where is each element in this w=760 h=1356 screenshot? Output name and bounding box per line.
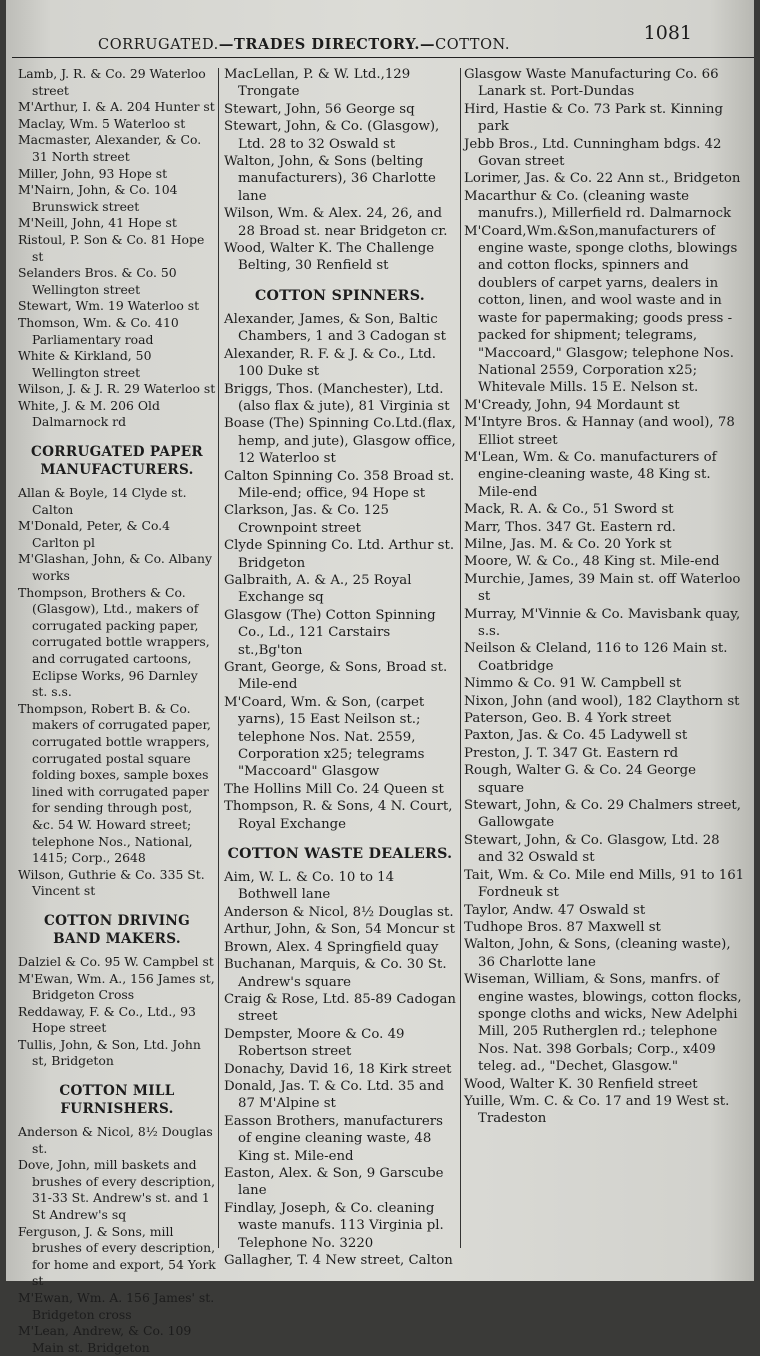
directory-title: —TRADES DIRECTORY.—: [218, 36, 436, 53]
directory-entry: Tait, Wm. & Co. Mile end Mills, 91 to 161 Fordneuk st: [464, 867, 745, 901]
directory-entry: Glasgow Waste Manufacturing Co. 66 Lanark st. Port-Dundas: [464, 67, 719, 100]
directory-entry: Glasgow (The) Cotton Spinning Co., Ld., 121 Carstairs st.,Bg'ton: [224, 607, 436, 658]
directory-entry: Macarthur & Co. (cleaning waste manufrs.), Millerfield rd. Dalmarnock: [464, 188, 732, 222]
section-heading: COTTON MILL FURNISHERS.: [59, 1083, 175, 1118]
directory-entry: Clarkson, Jas. & Co. 125 Crownpoint street: [224, 503, 389, 536]
directory-entry: M'Nairn, John, & Co. 104 Brunswick street: [18, 182, 178, 214]
directory-entry: Taylor, Andw. 47 Oswald st: [464, 902, 646, 918]
directory-entry: Walton, John, & Sons (belting manufacturers), 36 Charlotte lane: [224, 154, 436, 204]
column-1: [18, 66, 216, 1355]
directory-entry: Marr, Thos. 347 Gt. Eastern rd.: [464, 519, 676, 535]
directory-entry: Walton, John, & Sons, (cleaning waste), 36 Charlotte lane: [464, 937, 731, 970]
directory-entry: M'Lean, Andrew, & Co. 109 Main st. Bridgeton: [18, 1323, 192, 1355]
directory-entry: Easson Brothers, manufacturers of engine cleaning waste, 48 King st. Mile-end: [224, 1113, 443, 1164]
directory-entry: Tudhope Bros. 87 Maxwell st: [464, 919, 661, 935]
directory-entry: Grant, George, & Sons, Broad st. Mile-end: [224, 660, 448, 693]
directory-entry: Calton Spinning Co. 358 Broad st. Mile-end; office, 94 Hope st: [224, 468, 455, 501]
directory-entry: Stewart, Wm. 19 Waterloo st: [18, 298, 200, 314]
directory-entry: Alexander, James, & Son, Baltic Chambers, 1 and 3 Cadogan st: [224, 311, 446, 345]
directory-entry: The Hollins Mill Co. 24 Queen st: [224, 781, 444, 797]
directory-entry: Boase (The) Spinning Co.Ltd.(flax, hemp, and jute), Glasgow office, 12 Waterloo st: [224, 416, 456, 467]
directory-entry: Lamb, J. R. & Co. 29 Waterloo street: [18, 66, 206, 98]
column-2: [224, 66, 456, 1276]
directory-entry: Galbraith, A. & A., 25 Royal Exchange sq: [224, 572, 412, 606]
directory-page: [6, 0, 754, 1355]
section-heading: COTTON DRIVING BAND MAKERS.: [44, 912, 190, 947]
column-3: [464, 66, 746, 1276]
directory-entry: Findlay, Joseph, & Co. cleaning waste manufs. 113 Virginia pl. Telephone No. 3220: [224, 1200, 444, 1251]
directory-entry: Alexander, R. F. & J. & Co., Ltd. 100 Duke st: [224, 346, 436, 380]
directory-entry: Anderson & Nicol, 8½ Douglas st.: [224, 904, 454, 920]
directory-entry: White & Kirkland, 50 Wellington street: [18, 348, 152, 380]
directory-entry: M'Cready, John, 94 Mordaunt st: [464, 397, 680, 413]
directory-entry: Murray, M'Vinnie & Co. Mavisbank quay, s.s.: [464, 606, 741, 639]
directory-entry: Miller, John, 93 Hope st: [18, 165, 168, 181]
directory-entry: Thompson, Robert B. & Co. makers of corrugated paper, corrugated bottle wrappers, corrugated postal square folding boxes, sample boxes lined with corrugated paper for sending through post, &c. 54 W. Howard street; telephone Nos., National, 1415; Corp., 2648: [18, 700, 211, 866]
directory-entry: Reddaway, F. & Co., Ltd., 93 Hope street: [18, 1003, 196, 1036]
section-heading: CORRUGATED PAPER MANUFACTURERS.: [31, 444, 203, 479]
directory-entry: M'Glashan, John, & Co. Albany works: [18, 551, 212, 584]
directory-entry: Wilson, Wm. & Alex. 24, 26, and 28 Broad st. near Bridgeton cr.: [224, 206, 448, 239]
directory-entry: Yuille, Wm. C. & Co. 17 and 19 West st. Tradeston: [464, 1093, 730, 1127]
directory-entry: Stewart, John, & Co. Glasgow, Ltd. 28 and 32 Oswald st: [464, 832, 720, 866]
directory-entry: Ristoul, P. Son & Co. 81 Hope st: [18, 231, 205, 264]
directory-entry: M'Intyre Bros. & Hannay (and wool), 78 Elliot street: [464, 415, 735, 448]
column-divider: [218, 68, 219, 1248]
directory-entry: Briggs, Thos. (Manchester), Ltd. (also flax & jute), 81 Virginia st: [224, 381, 450, 414]
directory-entry: Dalziel & Co. 95 W. Campbel st: [18, 953, 214, 969]
directory-entry: Aim, W. L. & Co. 10 to 14 Bothwell lane: [224, 870, 395, 903]
directory-entry: M'Arthur, I. & A. 204 Hunter st: [18, 99, 215, 115]
directory-entry: M'Coard,Wm.&Son,manufacturers of engine waste, sponge cloths, blowings and cotton flocks, spinners and doublers of carpet yarns, dealers in cotton, linen, and wool waste and in waste for papermaking; goods press - packed for shipment; telegrams, "Maccoard," Glasgow; telephone Nos. National 2559, Corporation x25; Whitevale Mills. 15 E. Nelson st.: [464, 223, 738, 396]
directory-entry: Thompson, R. & Sons, 4 N. Court, Royal Exchange: [224, 799, 453, 832]
directory-entry: Selanders Bros. & Co. 50 Wellington street: [18, 265, 177, 297]
directory-entry: Dove, John, mill baskets and brushes of every description, 31-33 St. Andrew's st. and 1 St Andrew's sq: [18, 1157, 216, 1223]
directory-entry: Wood, Walter K. 30 Renfield street: [464, 1076, 698, 1092]
section-heading: COTTON SPINNERS.: [254, 287, 426, 304]
directory-entry: Ferguson, J. & Sons, mill brushes of every description, for home and export, 54 York st: [18, 1223, 216, 1289]
right-guide-word: COTTON.: [435, 37, 511, 53]
directory-entry: Dempster, Moore & Co. 49 Robertson street: [224, 1026, 405, 1060]
directory-entry: Donald, Jas. T. & Co. Ltd. 35 and 87 M'Alpine st: [224, 1078, 445, 1112]
directory-entry: Donachy, David 16, 18 Kirk street: [224, 1061, 452, 1077]
directory-entry: Thomson, Wm. & Co. 410 Parliamentary road: [18, 314, 179, 347]
directory-entry: M'Ewan, Wm. A. 156 James' st. Bridgeton cross: [18, 1290, 215, 1322]
directory-entry: M'Ewan, Wm. A., 156 James st, Bridgeton Cross: [18, 970, 215, 1003]
directory-entry: M'Donald, Peter, & Co.4 Carlton pl: [18, 518, 171, 550]
directory-entry: Gallagher, T. 4 New street, Calton: [224, 1253, 453, 1268]
directory-entry: Stewart, John, & Co. 29 Chalmers street, Gallowgate: [464, 798, 741, 831]
directory-entry: Buchanan, Marquis, & Co. 30 St. Andrew's square: [224, 957, 447, 990]
directory-entry: Nixon, John (and wool), 182 Claythorn st: [464, 693, 740, 709]
directory-entry: Craig & Rose, Ltd. 85-89 Cadogan street: [224, 991, 456, 1025]
directory-entry: Lorimer, Jas. & Co. 22 Ann st., Bridgeton: [464, 171, 741, 187]
directory-entry: Paxton, Jas. & Co. 45 Ladywell st: [464, 728, 688, 744]
directory-entry: Thompson, Brothers & Co. (Glasgow), Ltd., makers of corrugated packing paper, corrugated bottle wrappers, and corrugated cartoons, Eclipse Works, 96 Darnley st. s.s.: [18, 584, 210, 700]
header-rule: [12, 57, 754, 58]
directory-entry: Jebb Bros., Ltd. Cunningham bdgs. 42 Govan street: [464, 136, 722, 170]
directory-entry: Arthur, John, & Son, 54 Moncur st: [224, 922, 455, 938]
directory-entry: Hird, Hastie & Co. 73 Park st. Kinning park: [464, 101, 723, 135]
directory-entry: Mack, R. A. & Co., 51 Sword st: [464, 502, 674, 518]
directory-entry: Macmaster, Alexander, & Co. 31 North street: [18, 132, 202, 164]
directory-entry: Wilson, Guthrie & Co. 335 St. Vincent st: [18, 866, 205, 899]
directory-entry: Wilson, J. & J. R. 29 Waterloo st: [18, 381, 216, 397]
running-head: [98, 36, 618, 53]
directory-entry: Wood, Walter K. The Challenge Belting, 30 Renfield st: [224, 241, 435, 274]
directory-entry: Maclay, Wm. 5 Waterloo st: [18, 115, 186, 131]
section-heading: COTTON WASTE DEALERS.: [227, 846, 453, 863]
directory-entry: Easton, Alex. & Son, 9 Garscube lane: [224, 1165, 444, 1199]
directory-entry: Tullis, John, & Son, Ltd. John st, Bridgeton: [18, 1036, 201, 1069]
directory-entry: Nimmo & Co. 91 W. Campbell st: [464, 676, 682, 692]
page-number: 1081: [643, 22, 692, 44]
directory-entry: White, J. & M. 206 Old Dalmarnock rd: [18, 397, 160, 430]
column-divider: [460, 68, 461, 1248]
directory-entry: Milne, Jas. M. & Co. 20 York st: [464, 536, 672, 552]
directory-entry: Neilson & Cleland, 116 to 126 Main st. Coatbridge: [464, 641, 728, 674]
directory-entry: Anderson & Nicol, 8½ Douglas st.: [18, 1124, 213, 1156]
page-header: [6, 22, 754, 62]
directory-entry: Brown, Alex. 4 Springfield quay: [224, 939, 439, 955]
directory-entry: Preston, J. T. 347 Gt. Eastern rd: [464, 745, 679, 761]
directory-entry: M'Coard, Wm. & Son, (carpet yarns), 15 East Neilson st.; telephone Nos. Nat. 2559, Corporation x25; telegrams "Maccoard" Glasgow: [224, 694, 425, 780]
directory-entry: Stewart, John, & Co. (Glasgow), Ltd. 28 to 32 Oswald st: [224, 119, 440, 152]
directory-entry: Paterson, Geo. B. 4 York street: [464, 711, 672, 727]
directory-entry: M'Neill, John, 41 Hope st: [18, 215, 177, 231]
directory-entry: Allan & Boyle, 14 Clyde st. Calton: [18, 485, 187, 517]
left-guide-word: CORRUGATED.: [98, 37, 219, 53]
directory-entry: Wiseman, William, & Sons, manfrs. of engine wastes, blowings, cotton flocks, sponge cloths and wicks, New Adelphi Mill, 205 Rutherglen rd.; telephone Nos. Nat. 398 Gorbals; Corp., x409 teleg. ad., "Dechet, Glasgow.": [464, 972, 742, 1075]
directory-entry: MacLellan, P. & W. Ltd.,129 Trongate: [224, 67, 411, 100]
directory-entry: M'Lean, Wm. & Co. manufacturers of engine-cleaning waste, 48 King st. Mile-end: [464, 449, 717, 500]
directory-entry: Clyde Spinning Co. Ltd. Arthur st. Bridgeton: [224, 538, 455, 571]
directory-entry: Rough, Walter G. & Co. 24 George square: [464, 763, 697, 796]
directory-entry: Murchie, James, 39 Main st. off Waterloo st: [464, 571, 741, 605]
directory-entry: Moore, W. & Co., 48 King st. Mile-end: [464, 554, 720, 570]
directory-entry: Stewart, John, 56 George sq: [224, 101, 415, 117]
